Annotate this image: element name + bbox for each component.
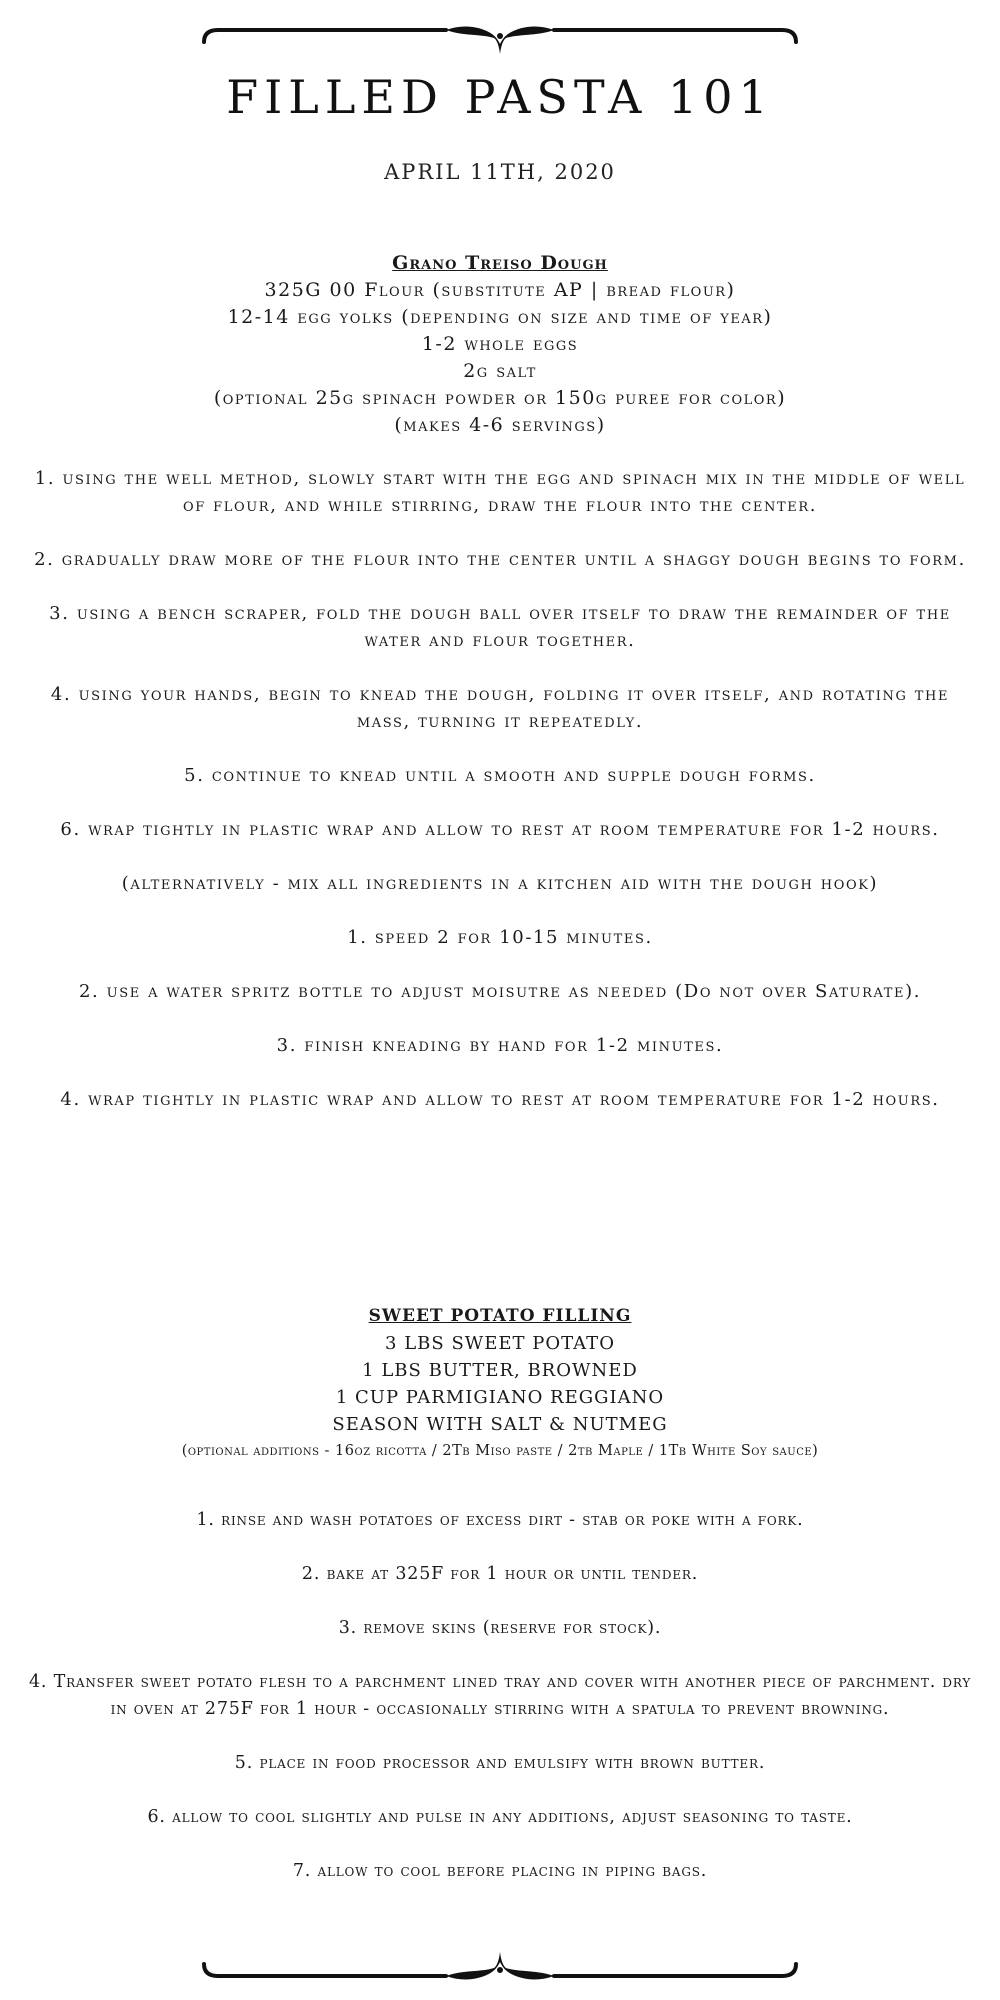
ingredient-item: 12-14 egg yolks (depending on size and time of year) — [227, 306, 773, 328]
filling-ingredient-list — [25, 1330, 975, 1464]
step-item: 4. using your hands, begin to knead the dough, folding it over itself, and rotating the mass, turning it repeatedly. — [50, 684, 950, 732]
step-item: 1. using the well method, slowly start with the egg and spinach mix in the middle of well of flour, and while stirring, draw the flour into the center. — [34, 468, 966, 516]
step-item: 4. wrap tightly in plastic wrap and allow to rest at room temperature for 1-2 hours. — [60, 1089, 940, 1110]
ingredient-item: (makes 4-6 servings) — [394, 414, 606, 436]
alternative-method-note: (alternatively - mix all ingredients in a kitchen aid with the dough hook) — [121, 873, 879, 894]
page-title: FILLED PASTA 101 — [226, 70, 774, 124]
step-item: 2. bake at 325F for 1 hour or until tender. — [301, 1564, 699, 1584]
ingredient-item: 325G 00 Flour (substitute AP | bread flour) — [264, 279, 736, 301]
step-item: 2. use a water spritz bottle to adjust moisutre as needed (Do not over Saturate). — [78, 981, 922, 1002]
filling-section — [25, 1303, 975, 1912]
ingredient-item: (optional 25g spinach powder or 150g puree for color) — [213, 387, 787, 409]
filling-heading: SWEET POTATO FILLING — [368, 1306, 632, 1326]
ingredient-item: 2g salt — [463, 360, 537, 382]
bottom-ornament-divider — [200, 1948, 800, 1992]
optional-additions-note: (optional additions - 16oz ricotta / 2Tb Miso paste / 2tb Maple / 1Tb White Soy sauce) — [181, 1443, 819, 1459]
recipe-date: APRIL 11TH, 2020 — [384, 160, 616, 184]
step-item: 3. using a bench scraper, fold the dough ball over itself to draw the remainder of the water and flour together. — [49, 603, 951, 651]
dough-ingredient-list — [25, 277, 975, 439]
step-item: 3. remove skins (reserve for stock). — [338, 1618, 662, 1638]
step-item: 5. continue to knead until a smooth and supple dough forms. — [184, 765, 816, 786]
dough-heading: Grano Treiso Dough — [392, 252, 608, 274]
step-item: 6. allow to cool slightly and pulse in any additions, adjust seasoning to taste. — [147, 1807, 853, 1827]
step-item: 1. speed 2 for 10-15 minutes. — [347, 927, 653, 948]
step-item: 2. gradually draw more of the flour into the center until a shaggy dough begins to form. — [34, 549, 966, 570]
ingredient-item: 1-2 whole eggs — [421, 333, 579, 355]
dough-step-list — [25, 465, 975, 1113]
ingredient-item: SEASON WITH SALT & NUTMEG — [332, 1414, 668, 1435]
step-item: 3. finish kneading by hand for 1-2 minutes. — [276, 1035, 724, 1056]
top-ornament-divider — [200, 14, 800, 58]
ingredient-item: 1 LBS BUTTER, BROWNED — [362, 1360, 638, 1381]
step-item: 7. allow to cool before placing in piping bags. — [292, 1861, 708, 1881]
step-item: 1. rinse and wash potatoes of excess dirt - stab or poke with a fork. — [196, 1510, 804, 1530]
dough-section — [25, 250, 975, 1140]
filling-step-list — [25, 1507, 975, 1885]
step-item: 5. place in food processor and emulsify with brown butter. — [234, 1753, 766, 1773]
step-item: 4. Transfer sweet potato flesh to a parchment lined tray and cover with another piece of parchment. dry in oven at 275F for 1 hour - occasionally stirring with a spatula to prevent browning. — [28, 1672, 972, 1719]
step-item: 6. wrap tightly in plastic wrap and allow to rest at room temperature for 1-2 hours. — [60, 819, 940, 840]
ingredient-item: 3 LBS SWEET POTATO — [385, 1333, 615, 1354]
ingredient-item: 1 CUP PARMIGIANO REGGIANO — [335, 1387, 665, 1408]
